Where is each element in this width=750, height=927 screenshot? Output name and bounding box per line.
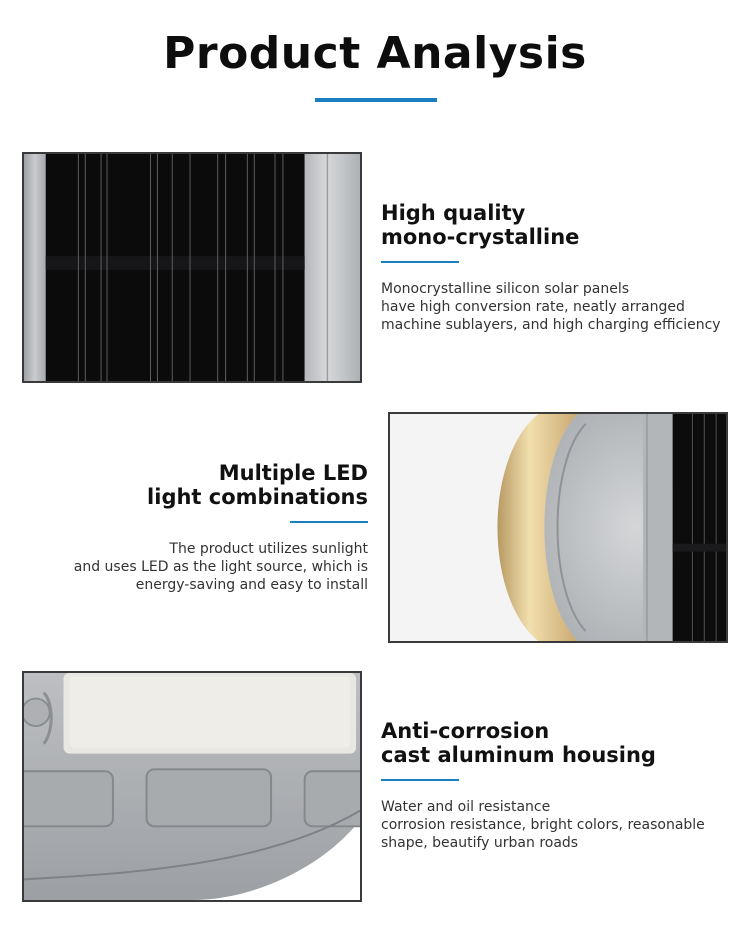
- feature-description-solar: [381, 280, 721, 334]
- description-line: corrosion resistance, bright colors, reasonable: [381, 817, 705, 833]
- feature-accent-line: [381, 261, 459, 263]
- feature-accent-line: [290, 521, 368, 523]
- description-line: Monocrystalline silicon solar panels: [381, 281, 630, 297]
- description-line: Water and oil resistance: [381, 799, 551, 815]
- description-line: energy-saving and easy to install: [135, 577, 368, 593]
- description-line: The product utilizes sunlight: [169, 541, 368, 557]
- feature-heading-solar: [381, 201, 579, 249]
- feature-accent-line: [381, 779, 459, 781]
- feature-description-led: [40, 540, 368, 594]
- page-title: Product Analysis: [163, 28, 587, 79]
- feature-heading-line: cast aluminum housing: [381, 743, 656, 767]
- feature-heading-line: mono-crystalline: [381, 225, 580, 249]
- feature-heading-housing: [381, 719, 656, 767]
- title-underline: [315, 98, 437, 102]
- description-line: shape, beautify urban roads: [381, 835, 579, 851]
- solar-panel-image: [22, 152, 362, 383]
- feature-heading-line: High quality: [381, 201, 526, 225]
- feature-heading-line: Anti-corrosion: [381, 719, 550, 743]
- feature-heading-line: Multiple LED: [218, 461, 368, 485]
- led-ring-image: [388, 412, 728, 643]
- aluminum-housing-image: [22, 671, 362, 902]
- description-line: machine sublayers, and high charging efficiency: [381, 317, 721, 333]
- feature-heading-led: [130, 461, 368, 509]
- description-line: have high conversion rate, neatly arranged: [381, 299, 685, 315]
- feature-heading-line: light combinations: [147, 485, 368, 509]
- feature-description-housing: [381, 798, 705, 852]
- description-line: and uses LED as the light source, which is: [73, 559, 368, 575]
